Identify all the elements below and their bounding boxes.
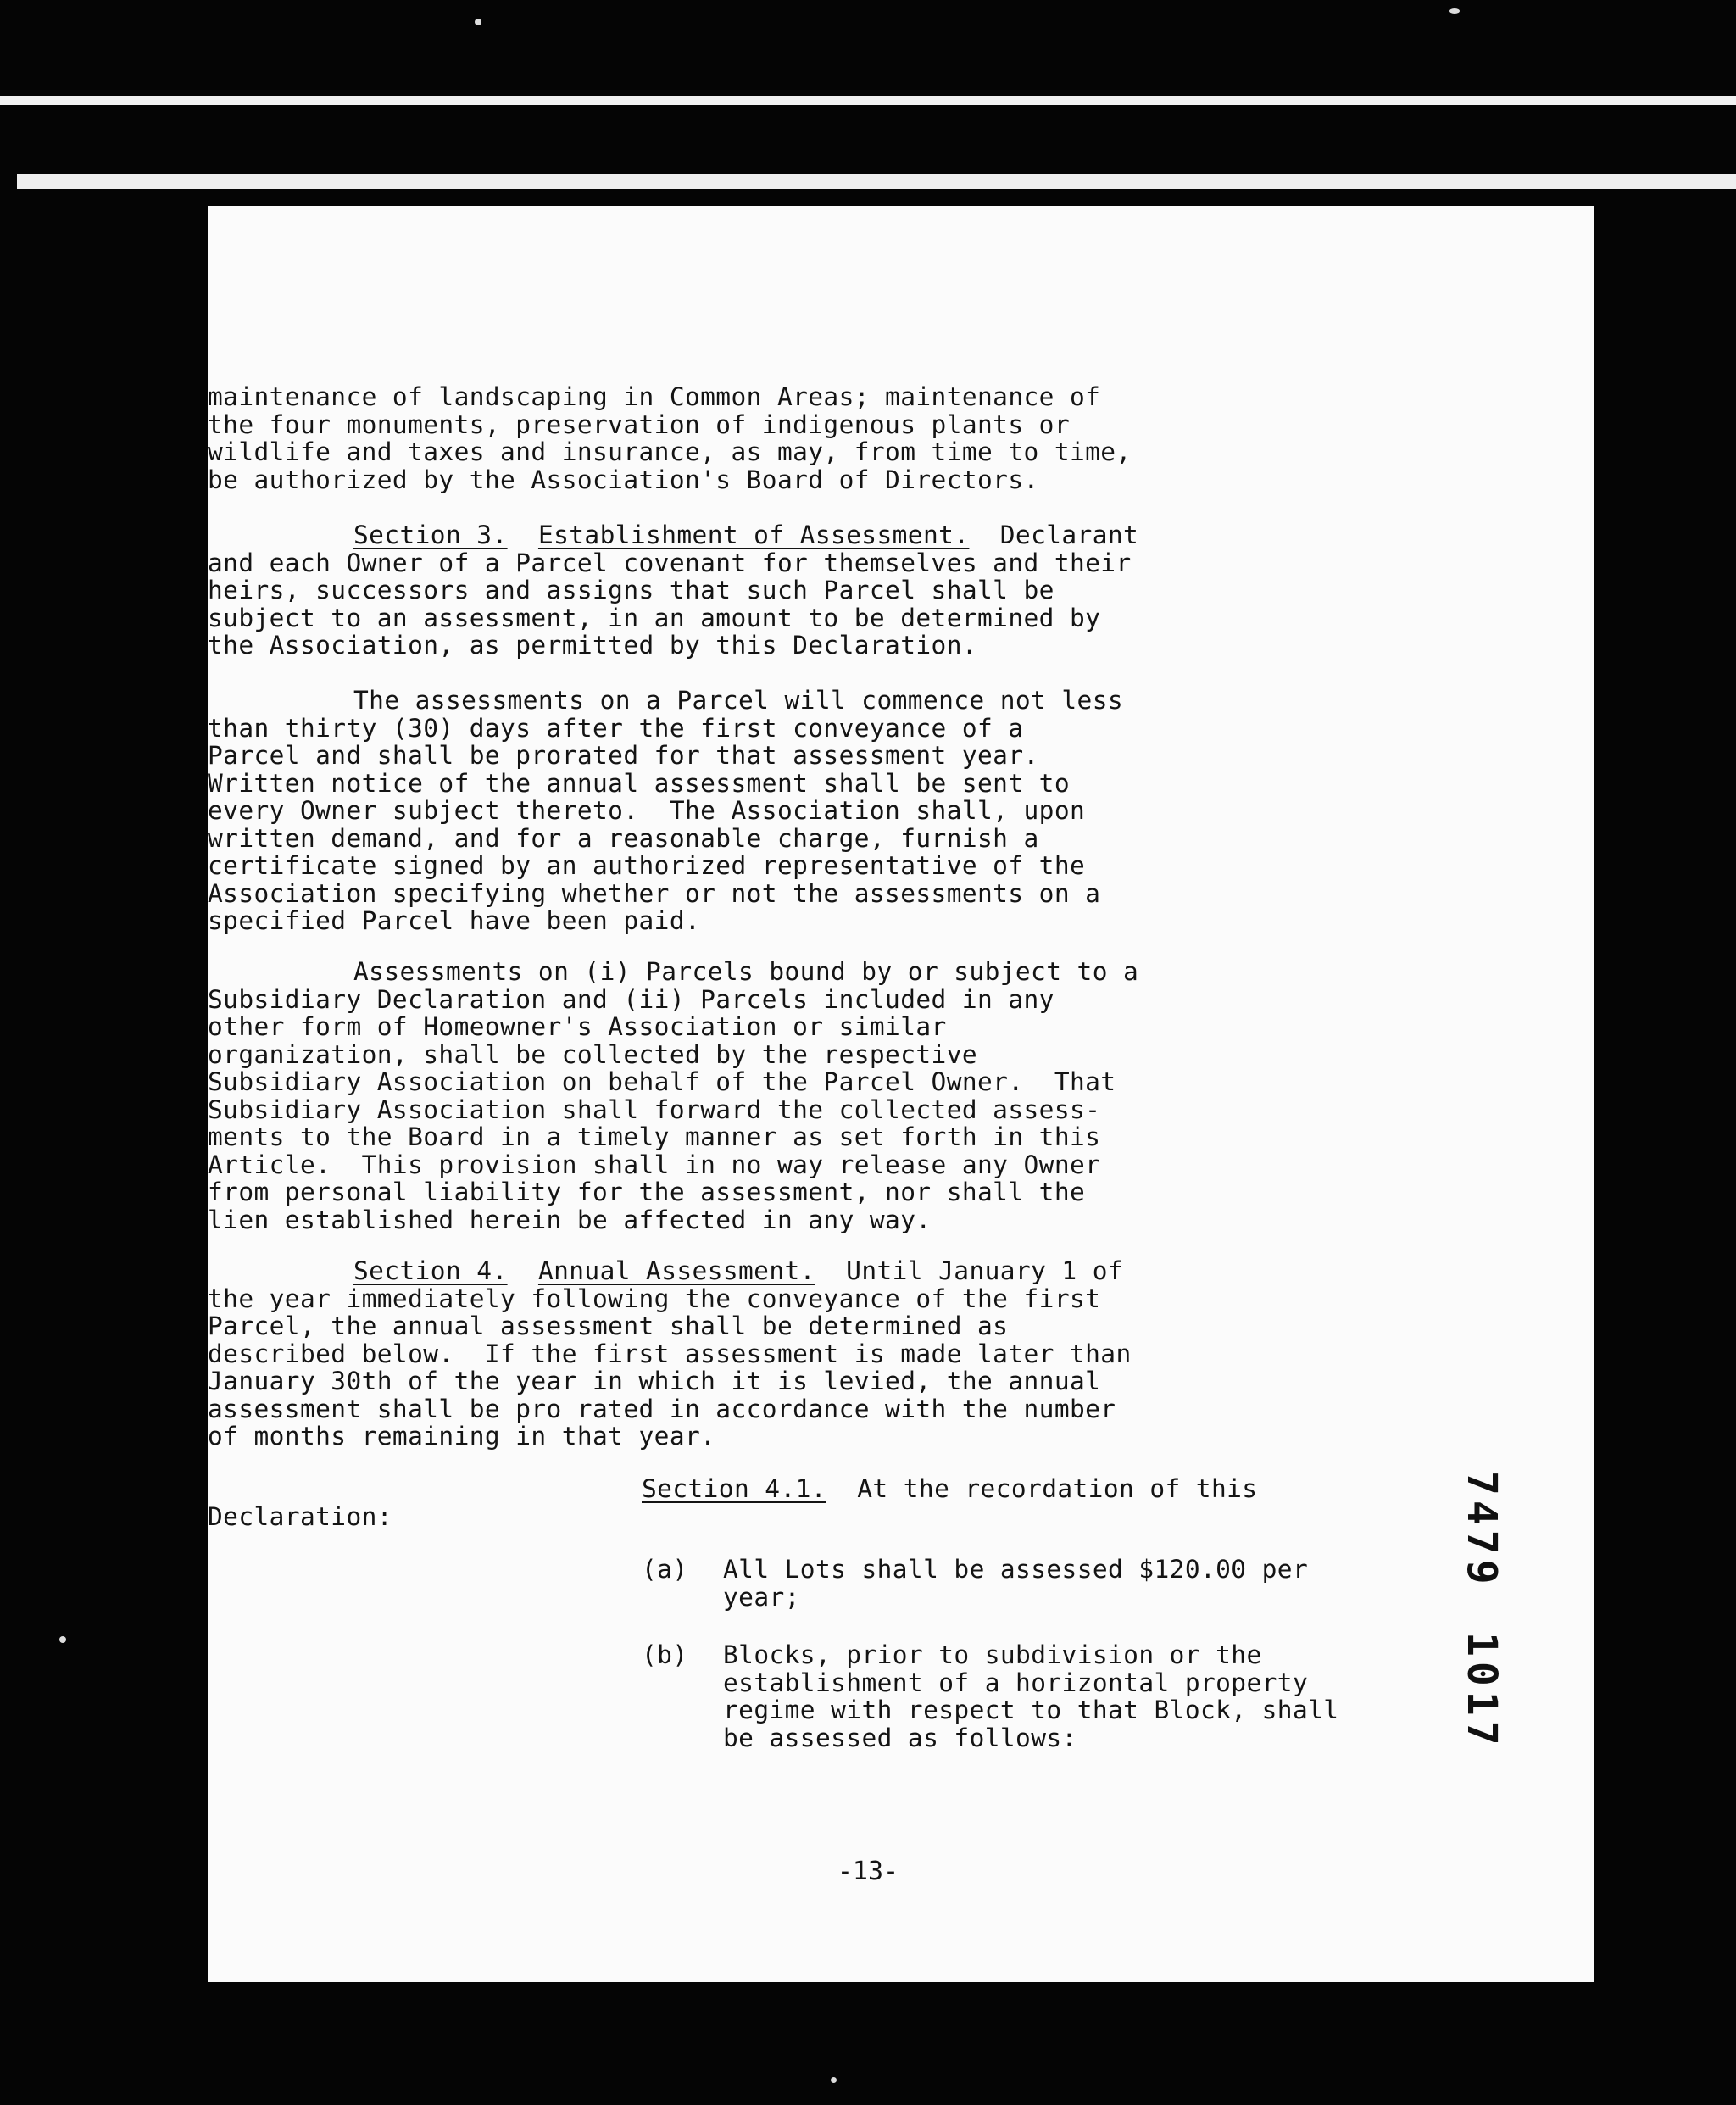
text-line: than thirty (30) days after the first conveyance of a — [208, 713, 1024, 743]
page-number: -13- — [837, 1857, 899, 1886]
text-line: maintenance of landscaping in Common Areas; maintenance of — [208, 382, 1101, 411]
text-line: the four monuments, preservation of indigenous plants or — [208, 409, 1070, 439]
scan-border-top — [0, 96, 1736, 105]
section-4-first-line: Until January 1 of — [846, 1256, 1124, 1285]
text-line: assessment shall be pro rated in accordance with the number — [208, 1394, 1116, 1423]
text-line: the year immediately following the conveyance of the first — [208, 1284, 1101, 1313]
text-line: of months remaining in that year. — [208, 1422, 716, 1451]
text-line: Subsidiary Association on behalf of the Parcel Owner. That — [208, 1067, 1116, 1096]
section-3-first-line: Declarant — [999, 521, 1139, 549]
paragraph-maintenance — [208, 383, 1420, 493]
text-line: the Association, as permitted by this Declaration. — [208, 631, 978, 660]
text-line: Written notice of the annual assessment shall be sent to — [208, 768, 1070, 798]
text-line: every Owner subject thereto. The Association shall, upon — [208, 796, 1086, 825]
stamp-page-number: 1017 — [1458, 1632, 1505, 1751]
section-3-heading-line — [208, 521, 1420, 549]
text-line: subject to an assessment, in an amount to be determined by — [208, 603, 1101, 632]
text-line: Subsidiary Association shall forward the collected assess- — [208, 1094, 1101, 1124]
text-line: All Lots shall be assessed $120.00 per — [723, 1555, 1309, 1584]
text-line: year; — [723, 1582, 800, 1612]
text-line: be authorized by the Association's Board of Directors. — [208, 465, 1039, 494]
text-line: written demand, and for a reasonable charge, furnish a — [208, 823, 1039, 853]
section-3 — [208, 521, 1420, 660]
section-4-1-text: At the recordation of this — [857, 1474, 1258, 1503]
text-line: other form of Homeowner's Association or similar — [208, 1012, 947, 1041]
text-line: Association specifying whether or not the assessments on a — [208, 878, 1101, 908]
section-4-title: Annual Assessment. — [537, 1256, 815, 1285]
item-label: (a) — [642, 1555, 688, 1584]
text-line: establishment of a horizontal property — [723, 1668, 1309, 1697]
text-line: Parcel, the annual assessment shall be determined as — [208, 1311, 1009, 1340]
section-4-1-declaration: Declaration: — [208, 1501, 392, 1531]
text-line: Parcel and shall be prorated for that assessment year. — [208, 741, 1039, 770]
text-line: January 30th of the year in which it is levied, the annual — [208, 1367, 1101, 1395]
section-4-1-heading-line — [208, 1475, 1420, 1503]
text-line: organization, shall be collected by the respective — [208, 1039, 978, 1069]
scan-speck — [831, 2077, 837, 2083]
list-item — [642, 1556, 1371, 1611]
section-4-heading-line — [208, 1257, 1420, 1285]
text-line: specified Parcel have been paid. — [208, 906, 701, 935]
item-label: (b) — [642, 1640, 688, 1669]
assessment-item-b — [642, 1641, 1371, 1751]
assessment-item-a — [642, 1556, 1371, 1611]
recording-stamp — [1433, 1471, 1534, 1751]
text-line: Blocks, prior to subdivision or the — [723, 1640, 1262, 1669]
text-line: from personal liability for the assessment, nor shall the — [208, 1178, 1086, 1206]
paragraph-subsidiary — [208, 958, 1420, 1233]
text-line: described below. If the first assessment is made later than — [208, 1339, 1132, 1368]
list-item — [642, 1641, 1371, 1751]
text-line: Assessments on (i) Parcels bound by or subject to a — [353, 957, 1139, 986]
section-4-label: Section 4. — [353, 1256, 508, 1285]
text-line: certificate signed by an authorized representative of the — [208, 851, 1086, 880]
text-line: and each Owner of a Parcel covenant for themselves and their — [208, 548, 1132, 577]
section-4 — [208, 1257, 1420, 1451]
text-line: Subsidiary Declaration and (ii) Parcels included in any — [208, 984, 1054, 1014]
section-4-1 — [208, 1475, 1420, 1530]
paragraph-assessments-commence — [208, 687, 1420, 935]
text-line: wildlife and taxes and insurance, as may, from time to time, — [208, 437, 1132, 466]
scan-speck — [475, 19, 481, 25]
section-3-label: Section 3. — [353, 521, 508, 549]
scan-border-lower — [17, 174, 1736, 189]
text-line: The assessments on a Parcel will commence not less — [353, 686, 1124, 715]
section-4-1-label: Section 4.1. — [642, 1474, 826, 1503]
text-line: be assessed as follows: — [723, 1723, 1077, 1752]
scan-speck — [1449, 8, 1460, 14]
text-line: heirs, successors and assigns that such Parcel shall be — [208, 576, 1054, 604]
stamp-book-number: 7479 — [1458, 1471, 1505, 1590]
text-line: ments to the Board in a timely manner as set forth in this — [208, 1122, 1101, 1151]
text-line: regime with respect to that Block, shall — [723, 1696, 1339, 1724]
text-line: lien established herein be affected in any way. — [208, 1205, 932, 1234]
scan-speck — [59, 1636, 66, 1643]
text-line: Article. This provision shall in no way release any Owner — [208, 1150, 1101, 1179]
section-3-title: Establishment of Assessment. — [537, 521, 970, 549]
